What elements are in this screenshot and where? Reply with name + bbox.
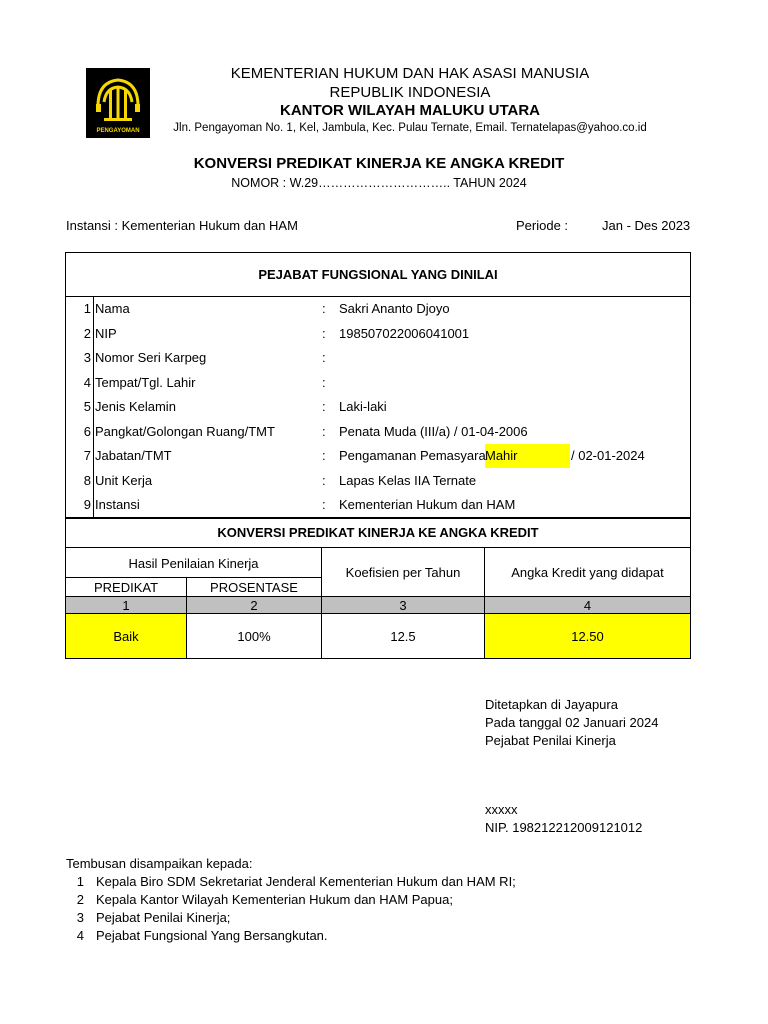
angka-kredit-value: 12.50 [485, 614, 690, 658]
row-colon: : [322, 472, 326, 488]
prosentase-header: PROSENTASE [210, 579, 298, 595]
konversi-table-title: KONVERSI PREDIKAT KINERJA KE ANGKA KREDIT [65, 518, 691, 548]
tree-emblem-icon [86, 68, 150, 138]
prosentase-value: 100% [237, 628, 271, 644]
column-divider [484, 548, 485, 659]
row-value: Kementerian Hukum dan HAM [339, 497, 516, 512]
pengayoman-logo [86, 68, 150, 138]
row-label: Instansi [95, 497, 140, 512]
row-colon: : [322, 325, 326, 341]
column-number-2: 2 [187, 597, 321, 613]
tembusan-item [66, 874, 666, 890]
pejabat-row-unit-kerja [65, 469, 691, 494]
document-number: NOMOR : W.29………………………….. TAHUN 2024 [231, 176, 527, 190]
jabatan-part1: Pengamanan Pemasyara [339, 448, 486, 463]
pejabat-table-title: PEJABAT FUNGSIONAL YANG DINILAI [65, 252, 691, 297]
row-number: 2 [83, 325, 91, 341]
country-name: REPUBLIK INDONESIA [329, 84, 491, 101]
tembusan-text: Pejabat Penilai Kinerja; [96, 910, 231, 925]
pejabat-row-karpeg [65, 346, 691, 371]
signer-nip: NIP. 198212212009121012 [485, 820, 643, 835]
row-colon: : [322, 301, 326, 316]
angka-kredit-header: Angka Kredit yang didapat [511, 565, 664, 580]
tembusan-title: Tembusan disampaikan kepada: [66, 856, 253, 871]
ministry-name: KEMENTERIAN HUKUM DAN HAK ASASI MANUSIA [230, 65, 590, 82]
row-colon: : [322, 497, 326, 512]
row-label: Unit Kerja [95, 472, 153, 488]
jabatan-tmt: / 02-01-2024 [571, 448, 645, 463]
row-number: 1 [83, 301, 91, 316]
row-value: Lapas Kelas IIA Ternate [339, 472, 477, 488]
tembusan-item [66, 928, 666, 944]
row-value: Laki-laki [339, 399, 387, 414]
signature-place: Ditetapkan di Jayapura [485, 697, 618, 712]
row-number: 9 [83, 497, 91, 512]
row-number: 3 [83, 350, 91, 365]
pejabat-row-jenis-kelamin [65, 395, 691, 420]
jabatan-level: Mahir [485, 448, 518, 463]
column-divider [321, 548, 322, 659]
pejabat-row-ttl [65, 371, 691, 396]
row-label: Tempat/Tgl. Lahir [95, 374, 196, 390]
row-colon: : [322, 374, 326, 390]
document-title: KONVERSI PREDIKAT KINERJA KE ANGKA KREDIT [193, 155, 565, 172]
instansi-line: Instansi : Kementerian Hukum dan HAM [66, 218, 298, 233]
tembusan-item [66, 892, 666, 908]
tembusan-text: Kepala Kantor Wilayah Kementerian Hukum dan HAM Papua; [96, 892, 453, 907]
periode-value: Jan - Des 2023 [602, 218, 691, 233]
hasil-penilaian-header: Hasil Penilaian Kinerja [128, 555, 259, 571]
row-number: 8 [83, 472, 91, 488]
row-label: Nama [95, 301, 130, 316]
tembusan-item [66, 910, 666, 926]
predikat-value: Baik [66, 614, 186, 658]
logo-text: PENGAYOMAN [96, 128, 140, 134]
koefisien-header: Koefisien per Tahun [345, 565, 461, 580]
column-number-3: 3 [322, 597, 484, 613]
pejabat-row-pangkat [65, 420, 691, 445]
tembusan-number: 2 [76, 892, 84, 907]
row-label: Jenis Kelamin [95, 399, 176, 414]
row-label: Nomor Seri Karpeg [95, 350, 207, 365]
koefisien-value: 12.5 [390, 628, 416, 644]
row-number: 6 [83, 423, 91, 439]
row-value: Sakri Ananto Djoyo [339, 301, 450, 316]
row-value: Penata Muda (III/a) / 01-04-2006 [339, 423, 528, 439]
row-colon: : [322, 350, 326, 365]
office-name: KANTOR WILAYAH MALUKU UTARA [280, 102, 540, 119]
signature-date: Pada tanggal 02 Januari 2024 [485, 715, 659, 730]
tembusan-number: 3 [76, 910, 84, 925]
column-number-1: 1 [66, 597, 186, 613]
predikat-header: PREDIKAT [93, 579, 159, 595]
tembusan-text: Pejabat Fungsional Yang Bersangkutan. [96, 928, 328, 943]
row-number: 7 [83, 448, 91, 463]
row-label: Pangkat/Golongan Ruang/TMT [95, 423, 275, 439]
row-colon: : [322, 423, 326, 439]
periode-label: Periode : [516, 218, 569, 233]
tembusan-number: 1 [76, 874, 84, 889]
row-value: 198507022006041001 [339, 325, 470, 341]
row-label: NIP [95, 325, 117, 341]
row-colon: : [322, 399, 326, 414]
tembusan-number: 4 [76, 928, 84, 943]
column-number-4: 4 [485, 597, 690, 613]
signer-name: xxxxx [485, 802, 518, 817]
tembusan-text: Kepala Biro SDM Sekretariat Jenderal Kementerian Hukum dan HAM RI; [96, 874, 516, 889]
pejabat-row-nama [65, 297, 691, 322]
pejabat-row-jabatan [65, 444, 691, 469]
pejabat-row-nip [65, 322, 691, 347]
row-number: 4 [83, 374, 91, 390]
pejabat-row-instansi [65, 493, 691, 518]
row-number: 5 [83, 399, 91, 414]
row-colon: : [322, 448, 326, 463]
signature-role: Pejabat Penilai Kinerja [485, 733, 616, 748]
office-address: Jln. Pengayoman No. 1, Kel, Jambula, Kec. Pulau Ternate, Email. Ternatelapas@yahoo.co.id [173, 122, 647, 134]
column-divider [186, 577, 187, 659]
row-label: Jabatan/TMT [95, 448, 172, 463]
